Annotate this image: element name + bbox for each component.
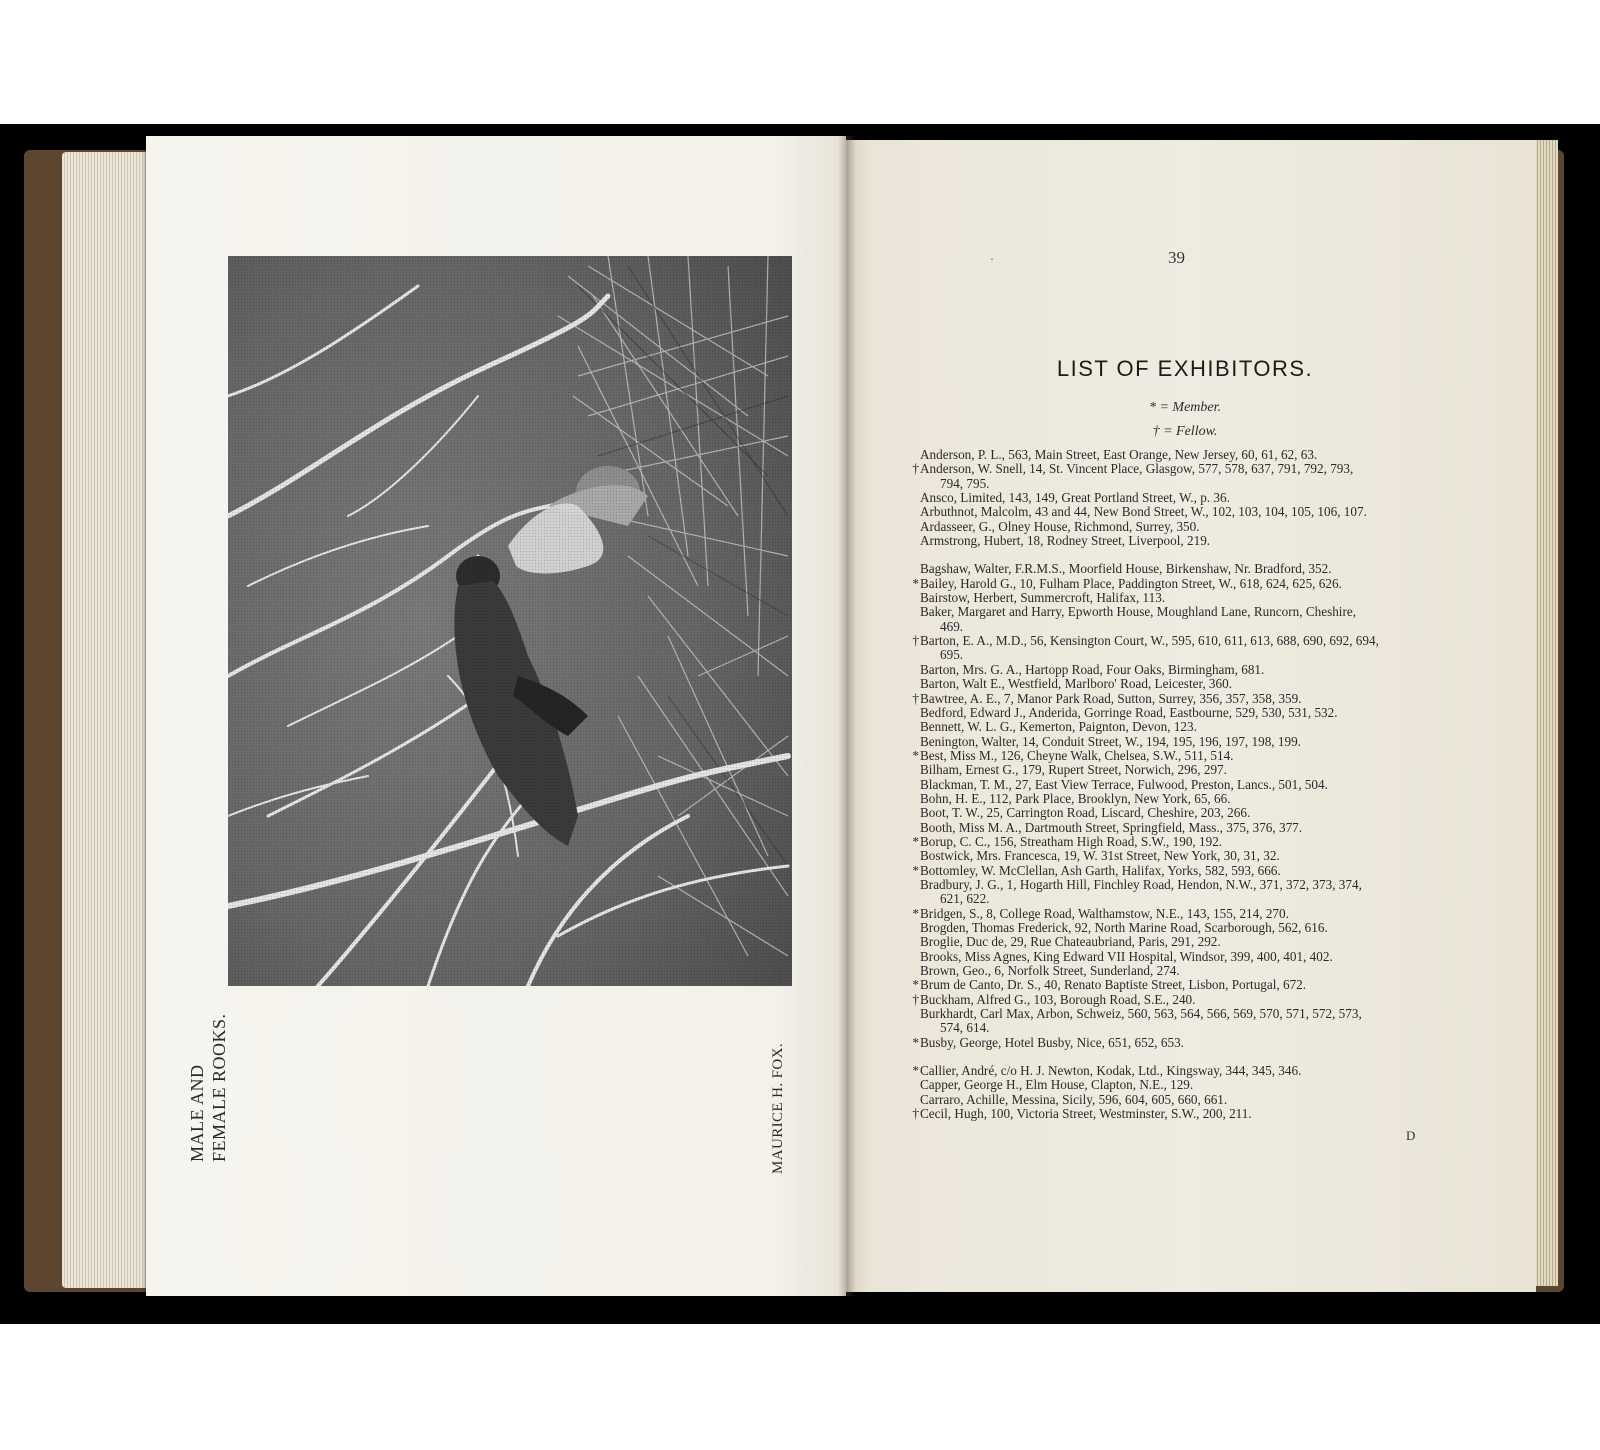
- exhibitor-entry: [912, 690, 1472, 706]
- exhibitor-text: Armstrong, Hubert, 18, Rodney Street, Liverpool, 219.: [920, 533, 1211, 549]
- exhibitor-text: Boot, T. W., 25, Carrington Road, Liscard, Cheshire, 203, 266.: [920, 805, 1251, 821]
- membership-mark: *: [912, 747, 919, 763]
- exhibitor-text: Barton, Walt E., Westfield, Marlboro' Road, Leicester, 360.: [920, 676, 1232, 692]
- membership-mark: *: [912, 1034, 919, 1050]
- exhibitor-text: Booth, Miss M. A., Dartmouth Street, Springfield, Mass., 375, 376, 377.: [920, 819, 1303, 835]
- membership-mark: *: [912, 905, 919, 921]
- membership-mark: †: [912, 633, 919, 649]
- membership-mark: †: [912, 991, 919, 1007]
- exhibitor-entry: [920, 792, 1472, 806]
- exhibitor-entry: [920, 534, 1472, 548]
- membership-mark: †: [912, 1106, 919, 1122]
- membership-mark: *: [912, 977, 919, 993]
- exhibitor-entry: [912, 1063, 1472, 1079]
- exhibitor-entry: [920, 562, 1472, 576]
- exhibitor-entry: [920, 921, 1472, 935]
- exhibitor-text-continuation: 621, 622.: [940, 891, 990, 907]
- exhibitor-entry: [920, 663, 1472, 677]
- exhibitor-entry: [920, 935, 1472, 949]
- exhibitor-entry: [920, 448, 1472, 462]
- exhibitor-text: Bailey, Harold G., 10, Fulham Place, Paddington Street, W., 618, 624, 625, 626.: [920, 575, 1342, 591]
- page-heading: LIST OF EXHIBITORS.: [1056, 356, 1314, 381]
- plate-photographer-credit: MAURICE H. FOX.: [770, 1042, 786, 1174]
- exhibitor-text: Brogden, Thomas Frederick, 92, North Marine Road, Scarborough, 562, 616.: [920, 920, 1328, 935]
- exhibitor-text: Brooks, Miss Agnes, King Edward VII Hospital, Windsor, 399, 400, 401, 402.: [920, 948, 1333, 964]
- exhibitor-text: Burkhardt, Carl Max, Arbon, Schweiz, 560, 563, 564, 566, 569, 570, 571, 572, 573,: [920, 1006, 1362, 1022]
- exhibitor-entry: [920, 520, 1472, 534]
- membership-mark: †: [912, 461, 919, 477]
- printer-dot-mark: ·: [990, 252, 994, 266]
- exhibitor-text: Best, Miss M., 126, Cheyne Walk, Chelsea, S.W., 511, 514.: [920, 747, 1234, 763]
- exhibitor-entry: [912, 461, 1472, 491]
- exhibitor-entry: [920, 491, 1472, 505]
- exhibitor-text: Borup, C. C., 156, Streatham High Road, S.W., 190, 192.: [920, 833, 1223, 849]
- exhibitor-text: Anderson, W. Snell, 14, St. Vincent Place, Glasgow, 577, 578, 637, 791, 792, 793,: [920, 461, 1354, 477]
- exhibitor-text: Carraro, Achille, Messina, Sicily, 596, 604, 605, 660, 661.: [920, 1091, 1228, 1107]
- exhibitor-entry: [912, 905, 1472, 921]
- exhibitor-text: Bostwick, Mrs. Francesca, 19, W. 31st Street, New York, 30, 31, 32.: [920, 848, 1280, 864]
- exhibitor-entry: [912, 862, 1472, 878]
- exhibitor-text: Bairstow, Herbert, Summercroft, Halifax, 113.: [920, 590, 1166, 606]
- exhibitor-entry: [912, 1106, 1472, 1122]
- membership-mark: †: [912, 690, 919, 706]
- photograph-image: [228, 256, 792, 986]
- exhibitor-entry: [920, 849, 1472, 863]
- legend-fellow: † = Fellow.: [1152, 424, 1218, 439]
- exhibitor-text: Bennett, W. L. G., Kemerton, Paignton, Devon, 123.: [920, 719, 1197, 735]
- exhibitor-entry: [920, 964, 1472, 978]
- membership-mark: *: [912, 862, 919, 878]
- caption-title-line-2: FEMALE ROOKS.: [209, 1013, 229, 1162]
- exhibitor-entry: [920, 778, 1472, 792]
- membership-mark: *: [912, 1063, 919, 1079]
- book-gutter: [838, 136, 856, 1296]
- exhibitor-text: Bawtree, A. E., 7, Manor Park Road, Sutton, Surrey, 356, 357, 358, 359.: [920, 690, 1302, 706]
- exhibitor-text: Blackman, T. M., 27, East View Terrace, Fulwood, Preston, Lancs., 501, 504.: [920, 776, 1328, 792]
- signature-mark: D: [1406, 1128, 1416, 1143]
- exhibitor-entry: [920, 591, 1472, 605]
- exhibitor-text: Bottomley, W. McClellan, Ash Garth, Halifax, Yorks, 582, 593, 666.: [920, 862, 1281, 878]
- exhibitor-text: Ansco, Limited, 143, 149, Great Portland Street, W., p. 36.: [920, 490, 1230, 506]
- plate-caption-title: [186, 1013, 230, 1162]
- exhibitor-text: Callier, André, c/o H. J. Newton, Kodak, Ltd., Kingsway, 344, 345, 346.: [920, 1063, 1302, 1079]
- exhibitor-text: Broglie, Duc de, 29, Rue Chateaubriand, Paris, 291, 292.: [920, 934, 1221, 950]
- exhibitor-text-continuation: 574, 614.: [940, 1020, 990, 1036]
- exhibitor-text-continuation: 794, 795.: [940, 475, 990, 491]
- exhibitor-entry: [920, 735, 1472, 749]
- caption-title-line-1: MALE AND: [187, 1064, 207, 1162]
- exhibitor-entry: [920, 677, 1472, 691]
- exhibitor-text: Cecil, Hugh, 100, Victoria Street, Westminster, S.W., 200, 211.: [920, 1106, 1252, 1122]
- exhibitor-entry: [912, 991, 1472, 1007]
- photograph-rooks: [228, 256, 792, 986]
- exhibitor-text: Anderson, P. L., 563, Main Street, East Orange, New Jersey, 60, 61, 62, 63.: [920, 447, 1318, 462]
- exhibitor-entry: [920, 1007, 1472, 1036]
- exhibitor-text: Arbuthnot, Malcolm, 43 and 44, New Bond Street, W., 102, 103, 104, 105, 106, 107.: [920, 504, 1367, 520]
- exhibitor-entry: [920, 950, 1472, 964]
- exhibitor-entry: [920, 878, 1472, 907]
- exhibitor-text: Barton, E. A., M.D., 56, Kensington Court, W., 595, 610, 611, 613, 688, 690, 692, 694,: [920, 633, 1379, 649]
- exhibitor-text: Brum de Canto, Dr. S., 40, Renato Baptiste Street, Lisbon, Portugal, 672.: [920, 977, 1307, 993]
- exhibitor-text: Bridgen, S., 8, College Road, Walthamstow, N.E., 143, 155, 214, 270.: [920, 905, 1289, 921]
- exhibitor-entry: [920, 1078, 1472, 1092]
- exhibitor-entry: [920, 706, 1472, 720]
- exhibitor-text: Bilham, Ernest G., 179, Rupert Street, Norwich, 296, 297.: [920, 762, 1227, 778]
- exhibitor-text-continuation: 469.: [940, 618, 964, 634]
- exhibitor-text: Bedford, Edward J., Anderida, Gorringe Road, Eastbourne, 529, 530, 531, 532.: [920, 704, 1338, 720]
- exhibitor-text: Capper, George H., Elm House, Clapton, N.E., 129.: [920, 1077, 1194, 1093]
- exhibitor-entry: [920, 505, 1472, 519]
- exhibitor-text: Ardasseer, G., Olney House, Richmond, Surrey, 350.: [920, 518, 1200, 534]
- exhibitor-text: Baker, Margaret and Harry, Epworth House, Moughland Lane, Runcorn, Cheshire,: [920, 604, 1357, 620]
- exhibitor-text: Bradbury, J. G., 1, Hogarth Hill, Finchley Road, Hendon, N.W., 371, 372, 373, 374,: [920, 876, 1362, 892]
- exhibitor-text: Buckham, Alfred G., 103, Borough Road, S.E., 240.: [920, 991, 1196, 1007]
- exhibitor-entry: [912, 575, 1472, 591]
- exhibitor-text: Bohn, H. E., 112, Park Place, Brooklyn, New York, 65, 66.: [920, 790, 1231, 806]
- legend-member: * = Member.: [1148, 400, 1222, 415]
- page-number: 39: [1168, 248, 1185, 267]
- exhibitor-text: Brown, Geo., 6, Norfolk Street, Sunderland, 274.: [920, 963, 1180, 979]
- exhibitor-text: Benington, Walter, 14, Conduit Street, W., 194, 195, 196, 197, 198, 199.: [920, 733, 1301, 749]
- exhibitor-list: [912, 447, 1472, 1122]
- membership-mark: *: [912, 575, 919, 591]
- exhibitor-text: Barton, Mrs. G. A., Hartopp Road, Four Oaks, Birmingham, 681.: [920, 661, 1265, 677]
- exhibitor-entry: [912, 833, 1472, 849]
- exhibitor-entry: [912, 747, 1472, 763]
- exhibitor-entry: [920, 1093, 1472, 1107]
- exhibitor-text: Bagshaw, Walter, F.R.M.S., Moorfield House, Birkenshaw, Nr. Bradford, 352.: [920, 561, 1332, 577]
- exhibitor-text-continuation: 695.: [940, 647, 964, 663]
- exhibitor-entry: [912, 977, 1472, 993]
- membership-mark: *: [912, 833, 919, 849]
- exhibitor-entry: [920, 763, 1472, 777]
- exhibitor-entry: [920, 720, 1472, 734]
- exhibitor-text: Busby, George, Hotel Busby, Nice, 651, 652, 653.: [920, 1034, 1184, 1050]
- exhibitor-entry: [912, 633, 1472, 663]
- exhibitor-entry: [920, 806, 1472, 820]
- exhibitor-entry: [912, 1034, 1472, 1050]
- exhibitor-entry: [920, 821, 1472, 835]
- exhibitor-entry: [920, 605, 1472, 634]
